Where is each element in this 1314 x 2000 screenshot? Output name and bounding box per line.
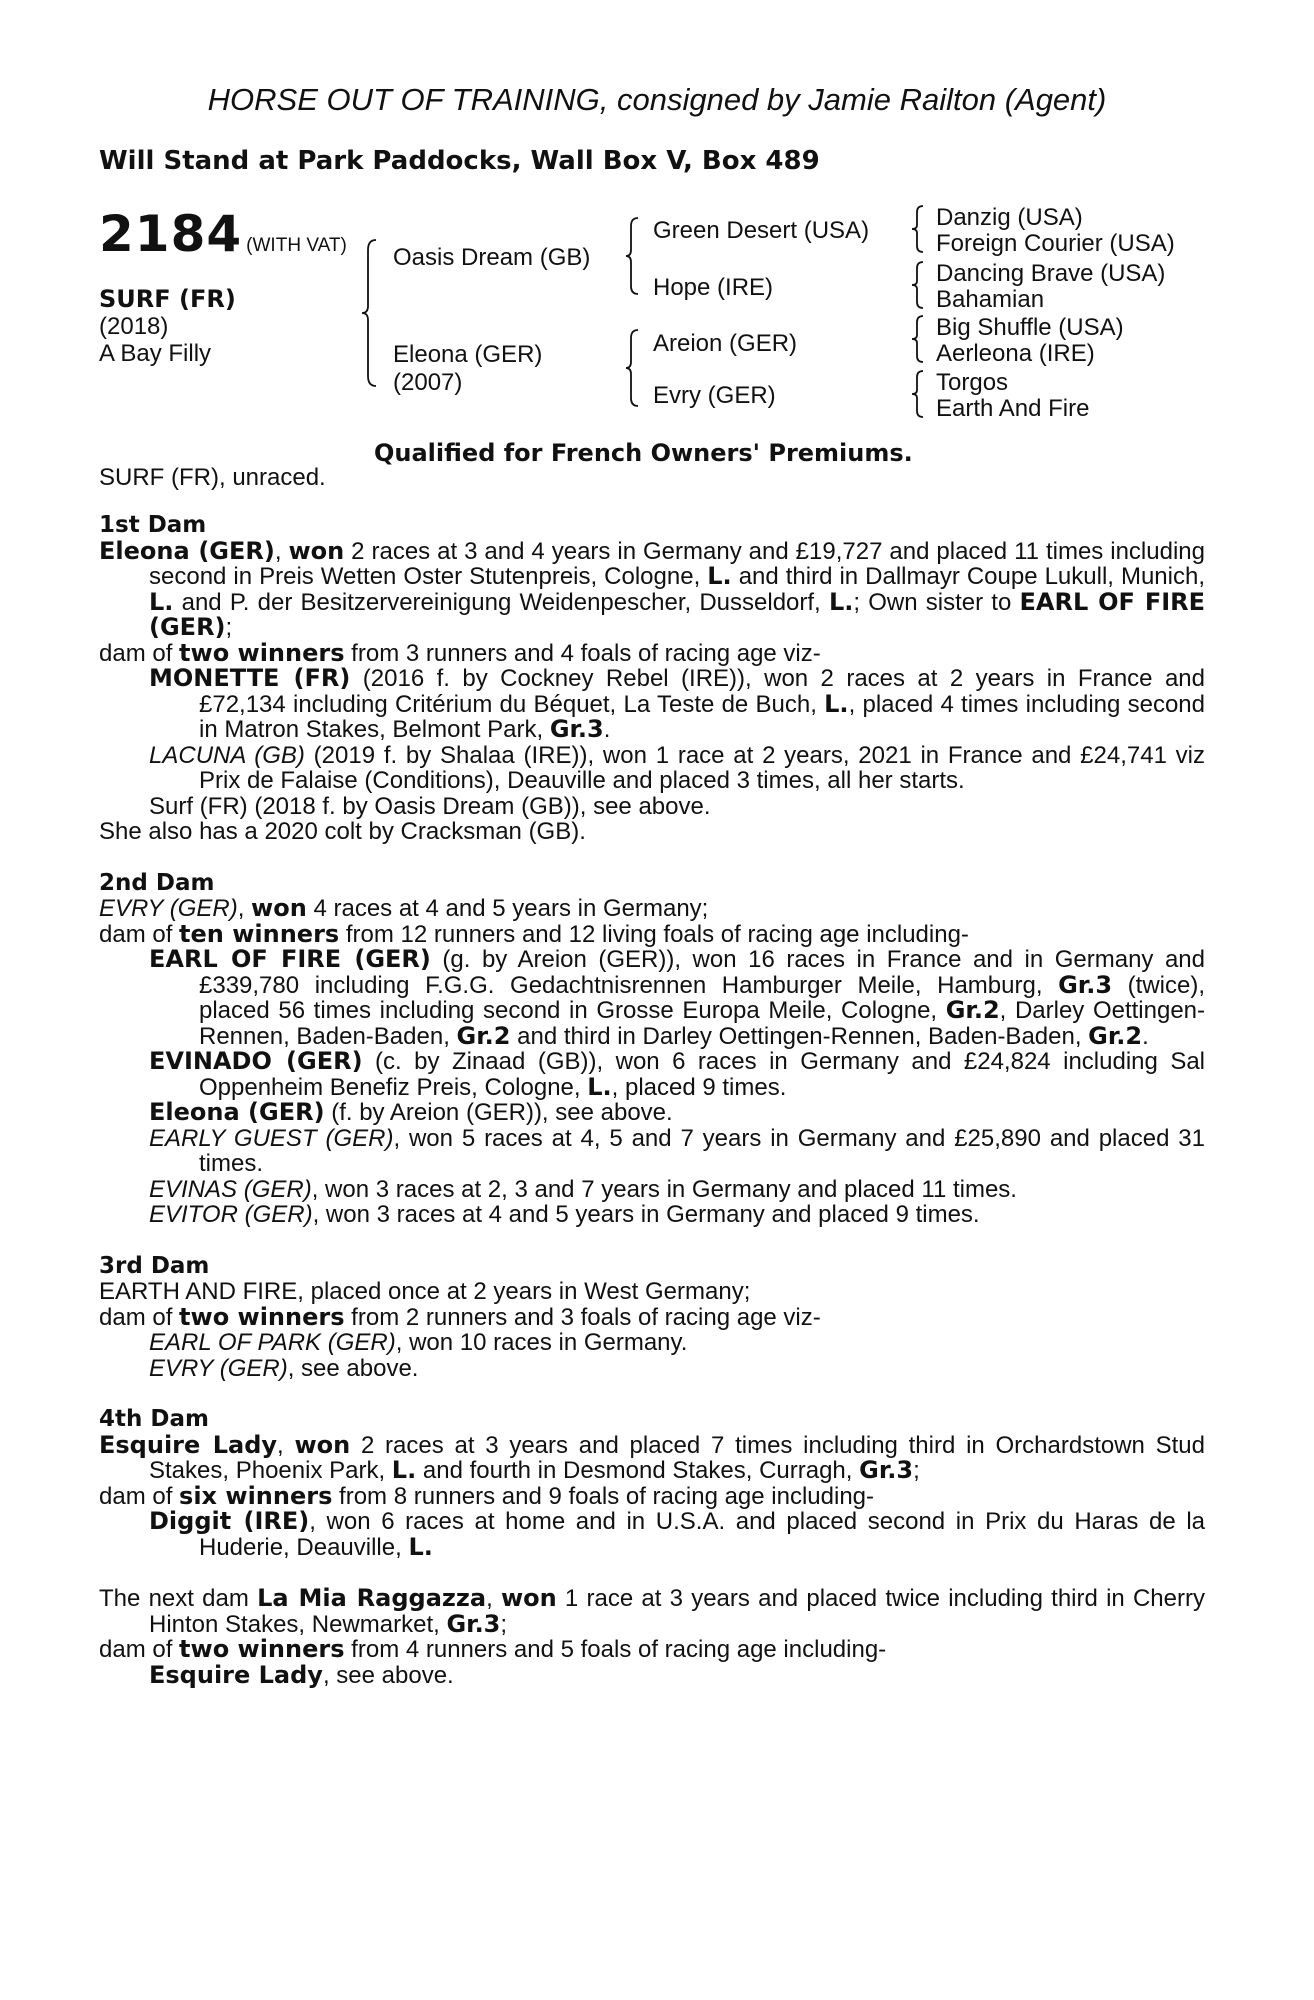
stand-location: Will Stand at Park Paddocks, Wall Box V, Box 489 (99, 146, 820, 176)
dam-name: Eleona (GER) (99, 536, 275, 565)
produce-entry-monette: MONETTE (FR) (2016 f. by Cockney Rebel (IRE)), won 2 races at 2 years in France and £72,134 including Critérium du Béquet, La Teste de Buch, L., placed 4 times including second in Matron Stakes, Belmont Park, Gr.3. (149, 664, 1205, 743)
produce-name: EVRY (GER) (149, 1354, 288, 1382)
horse-description: A Bay Filly (99, 340, 212, 367)
pedigree-brace-g1 (910, 204, 926, 254)
second-dam-paragraph: EVRY (GER), won 4 races at 4 and 5 years in Germany; (99, 894, 709, 922)
pedigree-sire-dam: Hope (IRE) (653, 274, 774, 301)
produce-name: LACUNA (GB) (149, 741, 305, 769)
section-heading-1st-dam: 1st Dam (99, 512, 207, 538)
won-label: won (288, 536, 345, 565)
produce-entry-earl-of-fire: EARL OF FIRE (GER) (g. by Areion (GER)), won 16 races in France and in Germany and £339,780 including F.G.G. Gedachtnisrennen Hamburger Meile, Hamburg, Gr.3 (twice), placed 56 times including second in Grosse Europa Meile, Cologne, Gr.2, Darley Oettingen-Rennen, Baden-Baden, Gr.2 and third in Darley Oettingen-Rennen, Baden-Baden, Gr.2. (149, 945, 1206, 1050)
pedigree-dam-sire: Areion (GER) (653, 330, 798, 357)
dam-name: La Mia Raggazza (257, 1584, 487, 1612)
next-dam-produce-summary: dam of two winners from 4 runners and 5 foals of racing age including- (99, 1635, 887, 1663)
pedigree-brace-g3 (910, 314, 926, 364)
pedigree-dam-dam: Evry (GER) (653, 382, 776, 409)
section-heading-3rd-dam: 3rd Dam (99, 1252, 210, 1279)
text: and P. der Besitzervereinigung Weidenpescher, Dusseldorf, (173, 588, 829, 616)
pedigree-gen3-4: Bahamian (936, 286, 1045, 313)
listed-label: L. (828, 587, 854, 616)
produce-entry-surf: Surf (FR) (2018 f. by Oasis Dream (GB)), see above. (149, 792, 711, 820)
also-has-note: She also has a 2020 colt by Cracksman (GB). (99, 818, 586, 845)
fourth-dam-paragraph: Esquire Lady, won 2 races at 3 years and placed 7 times including third in Orchardstown Stud Stakes, Phoenix Park, L. and fourth in Desmond Stakes, Curragh, Gr.3; (99, 1430, 1205, 1484)
produce-entry-evry: EVRY (GER), see above. (149, 1354, 419, 1382)
produce-entry-earl-of-park: EARL OF PARK (GER), won 10 races in Germany. (149, 1329, 688, 1356)
winners-count: two winners (179, 1635, 345, 1663)
produce-entry-evinas: EVINAS (GER), won 3 races at 2, 3 and 7 years in Germany and placed 11 times. (149, 1175, 1017, 1203)
winners-count: two winners (179, 1302, 345, 1331)
won-label: won (294, 1430, 351, 1459)
fourth-dam-produce-summary: dam of six winners from 8 runners and 9 foals of racing age including- (99, 1481, 875, 1510)
lot-number: 2184 (99, 205, 243, 263)
winners-count: ten winners (179, 919, 340, 948)
listed-label: L. (707, 562, 732, 590)
produce-entry-eleona: Eleona (GER) (f. by Areion (GER)), see above. (149, 1098, 673, 1126)
produce-name: EVITOR (GER) (149, 1201, 313, 1228)
produce-name: EARL OF PARK (GER) (149, 1329, 396, 1356)
produce-entry-early-guest: EARLY GUEST (GER), won 5 races at 4, 5 and 7 years in Germany and £25,890 and placed 31 times. (149, 1124, 1205, 1177)
second-dam-produce-summary: dam of ten winners from 12 runners and 12 living foals of racing age including- (99, 919, 969, 948)
produce-name: Esquire Lady (149, 1660, 323, 1689)
produce-entry-lacuna: LACUNA (GB) (2019 f. by Shalaa (IRE)), won 1 race at 2 years, 2021 in France and £24,741 viz Prix de Falaise (Conditions), Deauville and placed 3 times, all her starts. (149, 741, 1206, 794)
dam-name: EVRY (GER) (99, 895, 238, 922)
section-heading-4th-dam: 4th Dam (99, 1406, 209, 1432)
produce-entry-evitor: EVITOR (GER), won 3 races at 4 and 5 years in Germany and placed 9 times. (149, 1201, 980, 1228)
premium-note: Qualified for French Owners' Premiums. (374, 439, 913, 467)
sister-name: EARL OF FIRE (GER) (149, 587, 1206, 641)
pedigree-gen3-8: Earth And Fire (936, 395, 1090, 422)
next-dam-paragraph: The next dam La Mia Raggazza, won 1 race at 3 years and placed twice including third in Cherry Hinton Stakes, Newmarket, Gr.3; (99, 1584, 1205, 1638)
third-dam-produce-summary: dam of two winners from 2 runners and 3 foals of racing age viz- (99, 1302, 821, 1331)
pedigree-brace-sire (624, 216, 642, 296)
produce-entry-diggit: Diggit (IRE), won 6 races at home and in U.S.A. and placed second in Prix du Haras de la Huderie, Deauville, L. (149, 1507, 1205, 1561)
produce-name: EVINAS (GER) (149, 1175, 312, 1203)
text: ; Own sister to (853, 588, 1020, 616)
lot-number-block (99, 205, 347, 263)
produce-name: MONETTE (FR) (149, 664, 351, 692)
third-dam-paragraph: EARTH AND FIRE, placed once at 2 years in West Germany; (99, 1278, 751, 1305)
produce-entry-evinado: EVINADO (GER) (c. by Zinaad (GB)), won 6 races in Germany and £24,824 including Sal Oppenheim Benefiz Preis, Cologne, L., placed 9 times. (149, 1047, 1206, 1101)
produce-name: Diggit (IRE) (149, 1507, 310, 1535)
pedigree-gen3-5: Big Shuffle (USA) (936, 314, 1124, 341)
produce-name: EARL OF FIRE (GER) (149, 945, 431, 973)
pedigree-dam: Eleona (GER) (393, 341, 543, 368)
produce-entry-esquire-lady: Esquire Lady, see above. (149, 1660, 454, 1689)
pedigree-brace-main (360, 238, 380, 388)
produce-name: EVINADO (GER) (149, 1047, 363, 1075)
horse-name: SURF (FR) (99, 285, 236, 313)
section-heading-2nd-dam: 2nd Dam (99, 869, 215, 896)
first-dam-paragraph: Eleona (GER), won 2 races at 3 and 4 years in Germany and £19,727 and placed 11 times including second in Preis Wetten Oster Stutenpreis, Cologne, L. and third in Dallmayr Coupe Lukull, Munich, L. and P. der Besitzervereinigung Weidenpescher, Dusseldorf, L.; Own sister to EARL OF FIRE (GER); (99, 536, 1206, 641)
pedigree-gen3-6: Aerleona (IRE) (936, 340, 1095, 367)
text: and third in Dallmayr Coupe Lukull, Munich, (731, 563, 1205, 590)
pedigree-gen3-2: Foreign Courier (USA) (936, 230, 1175, 257)
pedigree-gen3-1: Danzig (USA) (936, 204, 1083, 231)
vat-label: (WITH VAT) (246, 235, 347, 256)
listed-label: L. (149, 587, 174, 616)
won-label: won (251, 894, 307, 922)
first-dam-produce-summary: dam of two winners from 3 runners and 4 foals of racing age viz- (99, 638, 821, 667)
won-label: won (500, 1584, 557, 1612)
pedigree-dam-year: (2007) (393, 369, 463, 396)
winners-count: six winners (179, 1481, 333, 1510)
winners-count: two winners (179, 638, 345, 667)
pedigree-sire: Oasis Dream (GB) (393, 244, 591, 271)
produce-name: Eleona (GER) (149, 1098, 325, 1126)
text: ; (225, 614, 233, 641)
pedigree-brace-g4 (910, 369, 926, 419)
horse-year: (2018) (99, 313, 169, 340)
pedigree-gen3-7: Torgos (936, 369, 1009, 396)
pedigree-brace-dam (624, 328, 642, 408)
produce-name: EARLY GUEST (GER) (149, 1124, 394, 1152)
pedigree-sire-sire: Green Desert (USA) (653, 217, 870, 244)
produce-record (99, 513, 1205, 1688)
horse-info (99, 286, 236, 367)
dam-name: Esquire Lady (99, 1430, 278, 1459)
race-record: SURF (FR), unraced. (99, 464, 326, 491)
pedigree-brace-g2 (910, 260, 926, 310)
page-title: HORSE OUT OF TRAINING, consigned by Jamie Railton (Agent) (207, 82, 1107, 117)
text: 2 races at 3 and 4 years in Germany and £19,727 and placed 11 times including second in Preis Wetten Oster Stutenpreis, Cologne, (149, 537, 1205, 590)
pedigree-gen3-3: Dancing Brave (USA) (936, 260, 1166, 287)
